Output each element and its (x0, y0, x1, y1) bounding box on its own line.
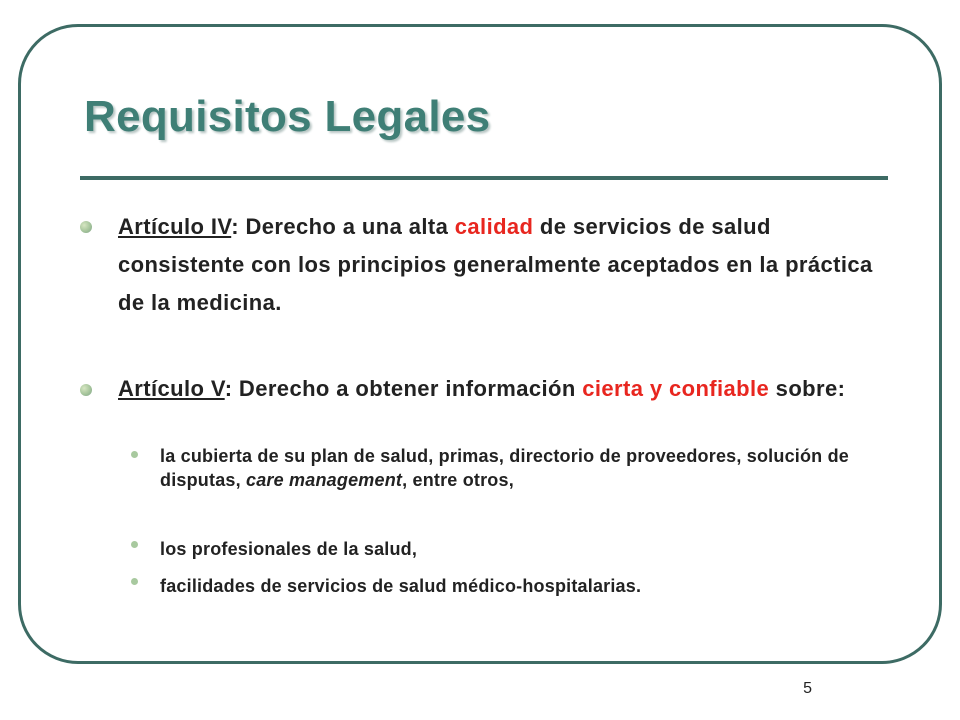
article-iv-text-after: de servicios de salud consistente con los principios generalmente aceptados en la práctica de la medicina. (118, 214, 873, 315)
article-v-highlight: cierta y confiable (582, 376, 770, 401)
list-item-text-before: la cubierta de su plan de salud, primas, directorio de proveedores, solución de disputas, (160, 446, 849, 490)
title-divider (80, 176, 888, 180)
list-item-italic: care management (246, 470, 403, 490)
article-iv-paragraph (118, 208, 878, 322)
sub-bullet-icon (131, 451, 138, 458)
article-v-text-after: sobre: (769, 376, 846, 401)
list-item (160, 444, 860, 492)
article-v-text-before: : Derecho a obtener información (224, 376, 583, 401)
page-number: 5 (803, 680, 812, 697)
bullet-icon (80, 221, 92, 233)
article-v-label: Artículo V (118, 376, 225, 401)
article-iv-text-before: : Derecho a una alta (231, 214, 455, 239)
sub-bullet-icon (131, 541, 138, 548)
list-item: facilidades de servicios de salud médico-hospitalarias. (160, 576, 642, 596)
article-v-paragraph (118, 375, 878, 403)
list-item-text-after: , entre otros, (402, 470, 514, 490)
list-item: los profesionales de la salud, (160, 539, 418, 559)
slide-title: Requisitos Legales (84, 92, 491, 141)
bullet-icon (80, 384, 92, 396)
sub-bullet-icon (131, 578, 138, 585)
article-iv-label: Artículo IV (118, 214, 232, 239)
article-iv-highlight: calidad (454, 214, 534, 239)
